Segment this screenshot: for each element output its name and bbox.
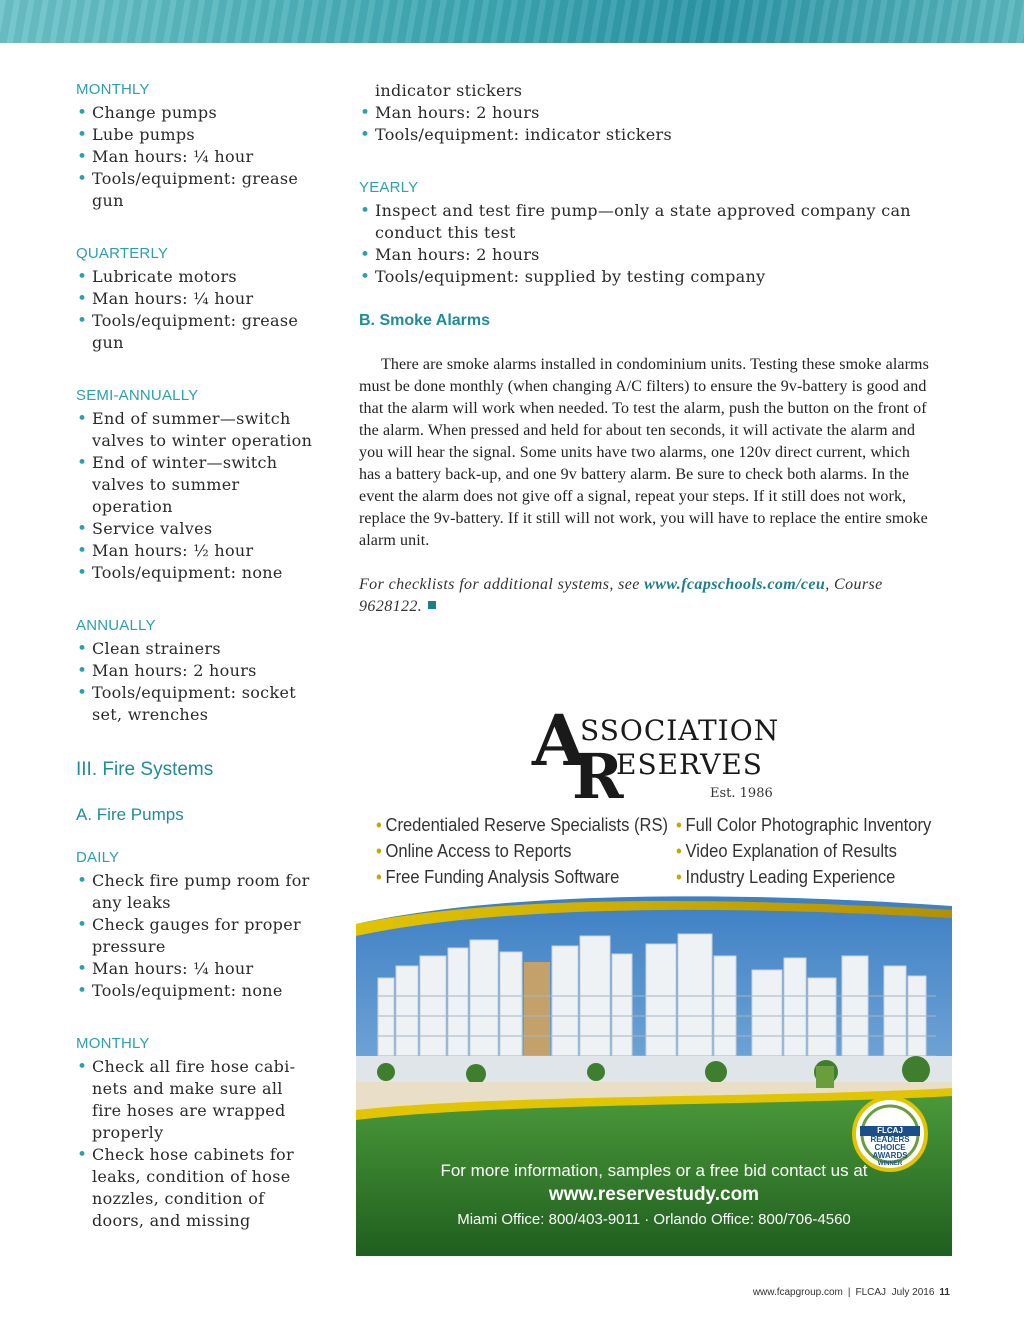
list-annually (76, 638, 316, 726)
right-column (359, 80, 929, 618)
logo-est: Est. 1986 (710, 786, 773, 801)
footnote-suffix: , Course 9628122. (359, 576, 883, 615)
ad-feature: • Online Access to Reports (376, 841, 572, 861)
list-quarterly (76, 266, 316, 354)
logo-word-association: SSOCIATION (580, 714, 780, 747)
ad-feature: • Video Explanation of Results (676, 841, 897, 861)
list-item: • Tools/equipment: grease gun (76, 168, 316, 212)
list-item: • Man hours: ½ hour (76, 540, 316, 562)
list-item: • Tools/equipment: none (76, 562, 316, 584)
ad-contact-line: For more information, samples or a free bid contact us at (440, 1161, 868, 1180)
footer-date: July 2016 (891, 1287, 935, 1298)
fire-monthly (76, 1034, 316, 1232)
list-item: • Man hours: 2 hours (76, 660, 316, 682)
footnote-prefix: For checklists for additional systems, see (359, 576, 645, 593)
ad-contact-phones: Miami Office: 800/403-9011 · Orlando Office: 800/706-4560 (457, 1211, 851, 1228)
list-item: • Inspect and test fire pump—only a state approved company can conduct this test (359, 200, 929, 244)
heading-daily: DAILY (76, 849, 120, 866)
list-item: • Check all fire hose cabi-nets and make sure all fire hoses are wrapped properly (76, 1056, 316, 1144)
list-item: • Man hours: 2 hours (359, 102, 929, 124)
list-item: • End of winter—switch valves to summer operation (76, 452, 316, 518)
readers-choice-badge: FLCAJ READERS CHOICE AWARDS WINNER (860, 1126, 920, 1168)
section-title-fire-systems: III. Fire Systems (76, 759, 214, 780)
yearly-section (359, 178, 929, 288)
page-footer: www.fcapgroup.com | FLCAJ July 2016 11 (752, 1287, 950, 1298)
list-item: • Check hose cabinets for leaks, condition of hose nozzles, condition of doors, and missing (76, 1144, 316, 1232)
ad-logo (532, 700, 782, 813)
list-item: • Lube pumps (76, 124, 316, 146)
ad-contact-url[interactable]: www.reservestudy.com (548, 1184, 760, 1205)
maintenance-annually (76, 616, 316, 726)
heading-semiannually: SEMI-ANNUALLY (76, 387, 199, 404)
association-reserves-ad[interactable] (356, 700, 952, 1256)
logo-letter-a: A (532, 700, 587, 782)
list-item: • Man hours: ¼ hour (76, 288, 316, 310)
list-item: • End of summer—switch valves to winter operation (76, 408, 316, 452)
list-item: • Check fire pump room for any leaks (76, 870, 316, 914)
maintenance-monthly (76, 80, 316, 212)
list-item: • Change pumps (76, 102, 316, 124)
list-continued (359, 102, 929, 146)
list-item: • Check gauges for proper pressure (76, 914, 316, 958)
list-daily (76, 870, 316, 1002)
heading-annually: ANNUALLY (76, 617, 156, 634)
ad-features-left (376, 812, 693, 890)
list-item: • Service valves (76, 518, 316, 540)
list-monthly (76, 102, 316, 212)
left-column (76, 80, 316, 1232)
ad-feature: • Industry Leading Experience (676, 867, 896, 887)
list-item: • Tools/equipment: supplied by testing company (359, 266, 929, 288)
list-item: • Lubricate motors (76, 266, 316, 288)
smoke-alarms-paragraph: There are smoke alarms installed in condominium units. Testing these smoke alarms must be done monthly (when changing A/C filters) to ensure the 9v-battery is good and that the alarm will work when needed. To test the alarm, push the button on the front of the alarm. When pressed and held for about ten seconds, it will activate the alarm and you will hear the signal. Some units have two alarms, one 120v direct current, which has a battery back-up, and one 9v battery alarm. Be sure to check both alarms. In the event the alarm does not give off a signal, repeat your steps. If it still does not work, replace the 9v-battery. If it still will not work, you will have to replace the entire smoke alarm unit. (359, 356, 929, 549)
ad-feature: • Credentialed Reserve Specialists (RS) (376, 815, 669, 835)
footnote (359, 574, 929, 618)
list-semiannually (76, 408, 316, 584)
heading-fire-monthly: MONTHLY (76, 1035, 150, 1052)
continued-text: indicator stickers (375, 81, 523, 100)
subsection-title-fire-pumps: A. Fire Pumps (76, 805, 184, 824)
list-item: • Tools/equipment: none (76, 980, 316, 1002)
list-item: • Tools/equipment: grease gun (76, 310, 316, 354)
logo-letter-r: R (572, 740, 624, 813)
list-item: • Tools/equipment: indicator stickers (359, 124, 929, 146)
list-yearly (359, 200, 929, 288)
list-item: • Man hours: ¼ hour (76, 958, 316, 980)
ad-feature: • Full Color Photographic Inventory (676, 815, 932, 835)
page-number: 11 (939, 1287, 950, 1298)
end-mark-icon (428, 601, 436, 609)
ad-features-right (676, 812, 952, 890)
list-fire-monthly (76, 1056, 316, 1232)
smoke-alarms-title: B. Smoke Alarms (359, 312, 491, 329)
list-item: • Man hours: ¼ hour (76, 146, 316, 168)
heading-monthly: MONTHLY (76, 81, 150, 98)
list-item: • Man hours: 2 hours (359, 244, 929, 266)
heading-quarterly: QUARTERLY (76, 245, 169, 262)
list-item: • Tools/equipment: socket set, wrenches (76, 682, 316, 726)
maintenance-semiannually (76, 386, 316, 584)
ad-feature: • Free Funding Analysis Software (376, 867, 620, 887)
ad-contact (356, 1160, 952, 1232)
fire-daily (76, 848, 316, 1002)
footnote-link[interactable]: www.fcapschools.com/ceu (644, 576, 826, 593)
footer-publication: FLCAJ (855, 1287, 887, 1298)
heading-yearly: YEARLY (359, 179, 419, 196)
footer-site[interactable]: www.fcapgroup.com (752, 1287, 843, 1298)
top-banner (0, 0, 1024, 43)
list-item: • Clean strainers (76, 638, 316, 660)
maintenance-quarterly (76, 244, 316, 354)
logo-word-reserves: ESERVES (616, 748, 763, 781)
continued-list (359, 80, 929, 146)
